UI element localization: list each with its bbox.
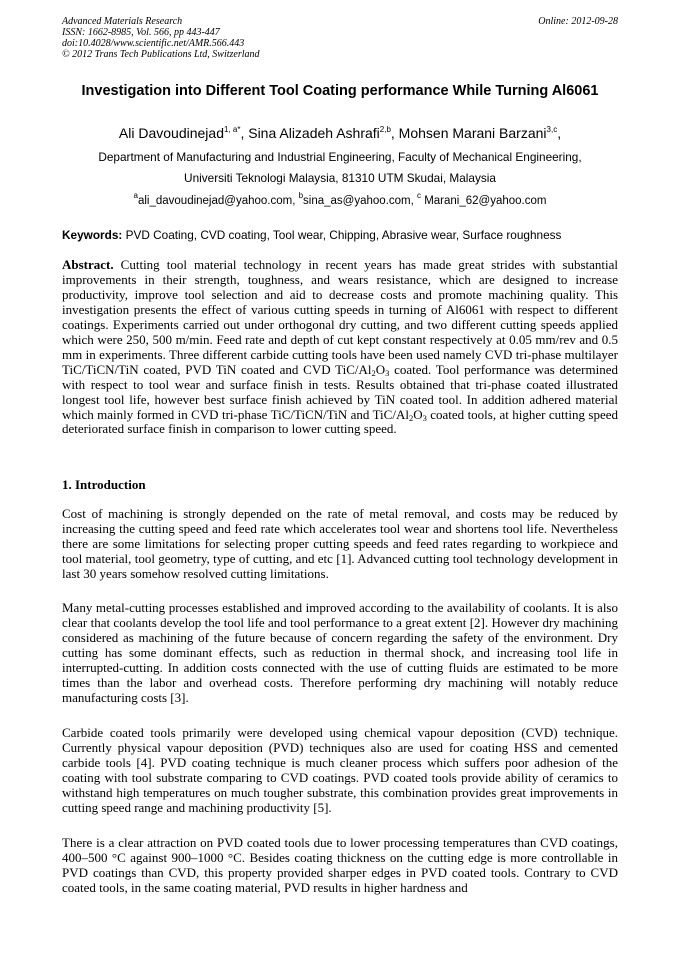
body-paragraph: Cost of machining is strongly depended on the rate of metal removal, and costs may be reduced by increasing the cutting speed and feed rate which accelerates tool wear and shortens tool life. Nevertheless there are some limitations for selecting proper cutting speeds and feed rates regarding to workpiece and tool material, tool geometry, type of cutting, and etc [1]. Advanced cutting tool technology development in last 30 years somehow resolved cutting limitations. [62,506,618,581]
author-affiliation-mark: 3,c [546,125,558,134]
online-date: Online: 2012-09-28 [538,16,618,27]
affiliation-line: Universiti Teknologi Malaysia, 81310 UTM Skudai, Malaysia [184,171,496,185]
email-link[interactable]: sina_as@yahoo.com, [303,195,418,207]
author-affiliation-mark: 1, a* [223,125,241,134]
keywords-label: Keywords: [62,228,123,242]
journal-header [62,16,618,60]
keywords-text: PVD Coating, CVD coating, Tool wear, Chipping, Abrasive wear, Surface roughness [122,228,562,242]
journal-doi: doi:10.4028/www.scientific.net/AMR.566.443 [62,38,245,49]
body-paragraph: There is a clear attraction on PVD coated tools due to lower processing temperatures than CVD coatings, 400–500 °C against 900–1000 °C. Besides coating thickness on the cutting edge is more controllable in PVD coatings than CVD, this property provided sharper edges in PVD coated tools. Contrary to CVD coated tools, in the same coating material, PVD results in higher hardness and [62,835,618,895]
journal-issn: ISSN: 1662-8985, Vol. 566, pp 443-447 [62,27,220,38]
paper-title: Investigation into Different Tool Coating performance While Turning Al6061 [81,83,599,99]
author-name: Mohsen Marani Barzani [398,125,547,141]
abstract-paragraph: Abstract. Cutting tool material technology in recent years has made great strides with substantial improvements in their strength, toughness, and wears resistance, which are designed to increase productivity, improve tool selection and aid to decrease costs and promote machining quality. This investigation presents the effect of various cutting speeds in turning of Al6061 with respect to different coatings. Experiments carried out under orthogonal dry cutting, and two different cutting speeds applied which were 250, 500 m/min. Feed rate and depth of cut kept constant respectively at 0.05 mm/rev and 0.5 mm in experiments. Three different carbide cutting tools have been used namely CVD tri-phase multilayer TiC/TiCN/TiN coated, PVD TiN coated and CVD TiC/$Al_2O_3$ coated. Tool performance was determined with respect to tool wear and surface finish in tests. Results obtained that tri-phase coated illustrated longest tool life, however best surface finish achieved by TiN coated tool. In addition adhered material which mainly formed in CVD tri-phase TiC/TiCN/TiN and TiC/$Al_2O_3$ coated tools, at higher cutting speed deteriorated surface finish in comparison to lower cutting speed. [62,257,618,437]
email-link[interactable]: Marani_62@yahoo.com [421,195,547,207]
journal-copyright: © 2012 Trans Tech Publications Ltd, Switzerland [62,49,260,60]
author-affiliation-mark: 2,b [379,125,391,134]
body-paragraph: Many metal-cutting processes established and improved according to the availability of coolants. It is also clear that coolants develop the tool life and tool performance to a great extent [2]. However dry machining considered as machining of the future because of concern regarding the safety of the environment. Dry cutting has some dominant effects, such as reduction in thermal shock, and increasing tool life in interrupted-cutting. In addition costs connected with the use of cutting fluids are estimated to be more times than the labor and overhead costs. Therefore performing dry machining will notably reduce manufacturing costs [3]. [62,600,618,705]
journal-name: Advanced Materials Research [62,16,183,27]
section-heading: 1. Introduction [62,477,146,492]
author-name: Sina Alizadeh Ashrafi [248,125,380,141]
abstract-label: Abstract. [62,257,114,272]
keywords [62,228,618,242]
author-emails: $^a$ali_davoudinejad@yahoo.com, $^b$sina_as@yahoo.com, $^c$ Marani_62@yahoo.com [133,191,547,207]
author-list: Ali Davoudinejad$^{1, a*}$, Sina Alizadeh Ashrafi$^{2,b}$, Mohsen Marani Barzani$^{3,c}$, [118,125,562,141]
body-paragraph: Carbide coated tools primarily were developed using chemical vapour deposition (CVD) technique. Currently physical vapour deposition (PVD) techniques also are used for coating HSS and cemented carbide tools [4]. PVD coating technique is much cleaner process which suffers poor adhesion of the coating with tool substrate comparing to CVD coatings. PVD coated tools provide ability of ceramics to withstand high temperatures on much tougher substrate, this combination provides great improvements in cutting speed range and machining productivity [5]. [62,725,618,815]
author-name: Ali Davoudinejad [118,125,224,141]
email-link[interactable]: ali_davoudinejad@yahoo.com, [137,195,299,207]
affiliation-line: Department of Manufacturing and Industrial Engineering, Faculty of Mechanical Engineering, [98,150,582,164]
